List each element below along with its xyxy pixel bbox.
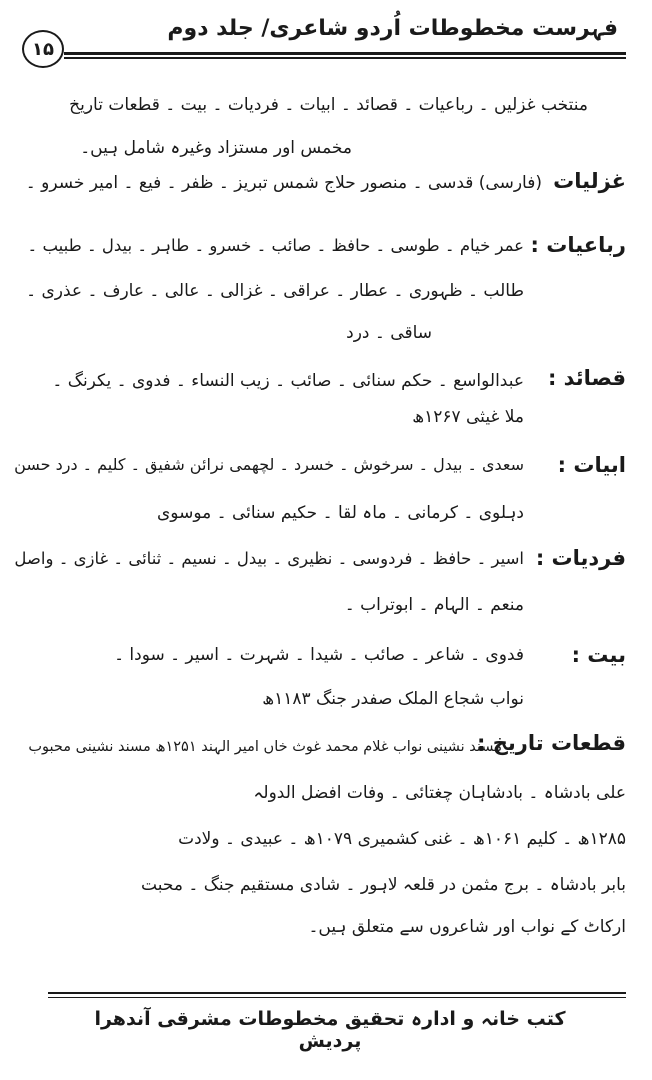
qitaat-heading: قطعات تاریخ : (477, 731, 626, 755)
bait-line-2: نواب شجاع الملک صفدر جنگ ۱۱۸۳ھ (262, 689, 524, 709)
qasaid-line-2: ملا غیثی ۱۲۶۷ھ (412, 407, 524, 427)
page-number: ۱۵ (32, 38, 54, 60)
rubaiyat-heading: رباعیات : (530, 233, 626, 257)
qitaat-line-3: ۱۲۸۵ھ ۔ کلیم ۱۰۶۱ھ ۔ غنی کشمیری ۱۰۷۹ھ ۔ عبیدی ۔ ولادت (178, 829, 626, 849)
intro-line-2: مخمس اور مستزاد وغیرہ شامل ہیں۔ (80, 138, 352, 158)
qasaid-line-1: عبدالواسع ۔ حکم سنائی ۔ صائب ۔ زیب النساء ۔ فدوی ۔ یکرنگ ۔ (52, 371, 524, 391)
page-number-badge (22, 30, 64, 68)
rubaiyat-line-2: طالب ۔ ظہوری ۔ عطار ۔ عراقی ۔ غزالی ۔ عالی ۔ عارف ۔ عذری ۔ (26, 281, 524, 301)
footer-rule-thick (48, 992, 626, 994)
bait-line-1: فدوی ۔ شاعر ۔ صائب ۔ شیدا ۔ شہرت ۔ اسیر ۔ سودا ۔ (114, 645, 524, 665)
rubaiyat-line-1: عمر خیام ۔ طوسی ۔ حافظ ۔ صائب ۔ خسرو ۔ طاہر ۔ بیدل ۔ طبیب ۔ (27, 236, 524, 255)
abyat-heading: ابیات : (557, 453, 626, 477)
qitaat-line-4: بابر بادشاہ ۔ برج مثمن در قلعہ لاہور ۔ شادی مستقیم جنگ ۔ محبت (141, 875, 626, 895)
qitaat-line-5: ارکاٹ کے نواب اور شاعروں سے متعلق ہیں۔ (308, 917, 626, 937)
header-rule-thick (64, 52, 626, 55)
abyat-line-1: سعدی ۔ بیدل ۔ سرخوش ۔ خسرد ۔ لچھمی نرائن شفیق ۔ کلیم ۔ درد حسن (14, 455, 524, 474)
ghazaliyat-heading: غزلیات (553, 169, 626, 193)
abyat-line-2: دہلوی ۔ کرمانی ۔ ماہ لقا ۔ حکیم سنائی ۔ موسوی (156, 503, 524, 523)
header-rule-thin (64, 57, 626, 59)
qitaat-line-2: علی بادشاہ ۔ بادشاہان چغتائی ۔ وفات افضل الدولہ (253, 783, 626, 803)
ghazaliyat-text: (فارسی) قدسی ۔ منصور حلاج شمس تبریز ۔ ظفر ۔ فیع ۔ امیر خسرو ۔ (25, 173, 542, 193)
intro-line-1: منتخب غزلیں ۔ رباعیات ۔ قصائد ۔ ابیات ۔ فردیات ۔ بیت ۔ قطعات تاریخ (69, 95, 588, 115)
fardiyat-heading: فردیات : (535, 546, 626, 570)
bait-heading: بیت : (571, 643, 626, 667)
footer-rule-thin (48, 997, 626, 998)
qitaat-line-1: مسند نشینی نواب غلام محمد غوث خاں امیر الہند ۱۲۵۱ھ مسند نشینی محبوب (28, 739, 502, 755)
rubaiyat-line-3: ساقی ۔ درد (346, 323, 432, 343)
fardiyat-line-2: منعم ۔ الہام ۔ ابوتراب ۔ (344, 595, 524, 615)
running-header-title: فہرست مخطوطات اُردو شاعری/ جلد دوم (167, 16, 618, 41)
footer-publisher: کتب خانہ و ادارہ تحقیق مخطوطات مشرقی آندھرا پردیش (94, 1008, 566, 1052)
fardiyat-line-1: اسیر ۔ حافظ ۔ فردوسی ۔ نظیری ۔ بیدل ۔ نسیم ۔ ثنائی ۔ غازی ۔ واصل (14, 549, 524, 568)
qasaid-heading: قصائد : (547, 366, 626, 390)
